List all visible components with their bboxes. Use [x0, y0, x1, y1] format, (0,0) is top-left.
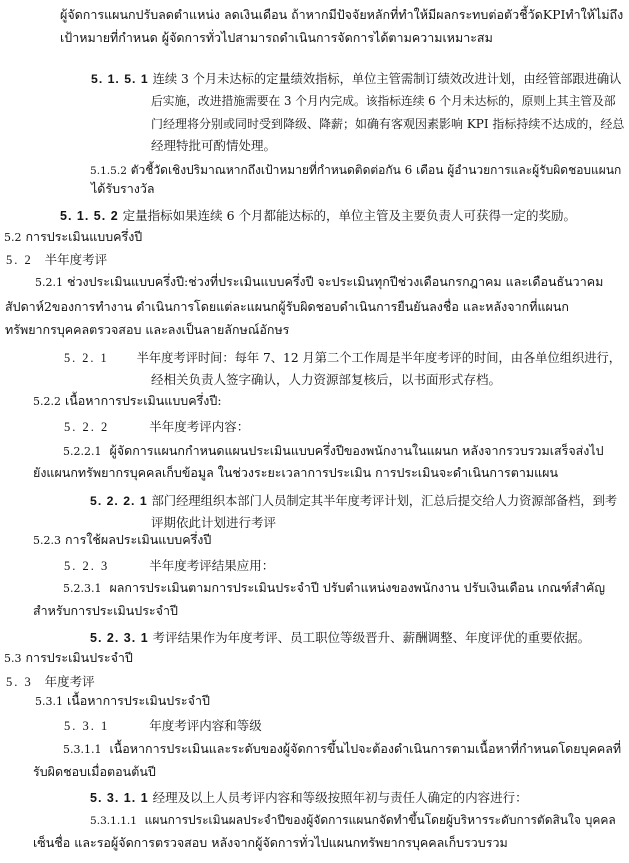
section-5-2-3	[64, 557, 274, 575]
section-5-3-1-1-1-thai	[90, 811, 616, 830]
line-text: ผลการประเมินตามการประเมินประจำปี ปรับตำแหน่งของพนักงาน ปรับเงินเดือน เกณฑ์สำคัญ	[109, 580, 606, 595]
section-5-2-2	[64, 418, 249, 436]
section-number: 5. 1. 5. 1	[91, 72, 149, 86]
section-5-2-3-1	[90, 629, 590, 647]
section-5-3-thai	[4, 649, 133, 668]
section-number: 5. 3. 1. 1	[90, 791, 149, 805]
line-text: ตัวชี้วัดเชิงปริมาณหากถึงเป้าหมายที่กำหนดติดต่อกัน 6 เดือน ผู้อำนวยการและผู้รับผิดชอบแผนก	[130, 163, 622, 177]
section-5-3-1-thai	[35, 692, 210, 711]
line-text: 定量指标如果连续 6 个月都能达标的，单位主管及主要负责人可获得一定的奖励。	[122, 208, 577, 223]
paragraph-line	[151, 92, 616, 110]
section-5-2-2-thai	[33, 392, 222, 411]
line-text: 年度考评内容和等级	[149, 718, 262, 733]
line-text: 半年度考评内容：	[149, 419, 250, 434]
section-number: 5. 2	[6, 253, 33, 267]
line-text: แผนการประเมินผลประจำปีของผู้จัดการแผนกจัดทำขึ้นโดยผู้บริหารระดับการตัดสินใจ บุคคล	[144, 813, 616, 827]
paragraph-line	[33, 834, 508, 852]
paragraph-line	[33, 464, 558, 482]
section-5-1-5-2	[60, 207, 576, 225]
line-text: 年度考评	[44, 674, 95, 689]
paragraph-line	[91, 180, 155, 198]
paragraph-line	[60, 6, 623, 24]
section-number: 5. 2. 3. 1	[90, 631, 149, 645]
section-5-3-1-1	[90, 789, 528, 807]
section-number: 5. 2. 1	[64, 351, 109, 365]
line-text: 部门经理组织本部门人员制定其半年度考评计划，汇总后提交给人力资源部备档，到考	[151, 494, 618, 508]
section-5-3	[6, 673, 95, 691]
section-number: 5.2.3	[33, 534, 61, 547]
line-text: 经相关负责人签字确认，人力资源部复核后，以书面形式存档。	[151, 372, 502, 387]
line-text: สำหรับการประเมินประจำปี	[33, 603, 178, 618]
section-number: 5.2	[4, 231, 22, 244]
section-number: 5.3	[4, 652, 22, 665]
section-number: 5. 1. 5. 2	[60, 209, 119, 223]
section-5-2-2-1-thai	[63, 442, 604, 461]
line-text: เนื้อหาการประเมินและระดับของผู้จัดการขึ้นไปจะต้องดำเนินการตามเนื้อหาที่กำหนดโดยบุคคลที่	[109, 741, 622, 756]
line-text: ทรัพยากรบุคคลตรวจสอบ และลงเป็นลายลักษณ์อักษร	[5, 322, 290, 337]
paragraph-line	[151, 514, 276, 532]
section-number: 5. 2. 3	[64, 559, 110, 573]
section-number: 5. 3. 1	[64, 719, 110, 733]
section-5-1-5-1	[91, 70, 621, 88]
line-text: เนื้อหาการประเมินประจำปี	[66, 693, 210, 708]
line-text: 半年度考评结果应用：	[149, 558, 275, 573]
line-text: ยังแผนกทรัพยากรบุคคลเก็บข้อมูล ในช่วงระยะเวลาการประเมิน การประเมินจะดำเนินการตามแผน	[33, 465, 559, 480]
line-text: การประเมินแบบครึ่งปี	[25, 229, 143, 244]
section-5-2-2-1	[90, 492, 617, 510]
line-text: 评期依此计划进行考评	[151, 515, 277, 530]
line-text: เป้าหมายที่กำหนด ผู้จัดการทั่วไปสามารถดำเนินการจัดการได้ตามความเหมาะสม	[60, 30, 493, 45]
section-5-3-1-1-thai	[63, 740, 621, 759]
line-text: สัปดาห์2ของการทำงาน ดำเนินการโดยแต่ละแผนกผู้รับผิดชอบดำเนินการยืนยันลงชื่อ และหลังจากที่แผนก	[5, 299, 569, 314]
section-number: 5. 3	[6, 675, 33, 689]
section-number: 5.3.1	[35, 695, 63, 708]
section-5-2-3-thai	[33, 531, 211, 550]
paragraph-line	[151, 371, 501, 389]
paragraph-line	[33, 763, 156, 781]
section-5-2-thai	[4, 228, 142, 247]
section-number: 5.2.2	[33, 395, 61, 408]
line-text: 半年度考评	[44, 252, 108, 267]
line-text: 经理特批可酌情处理。	[151, 138, 277, 153]
line-text: ผู้จัดการแผนกปรับลดตำแหน่ง ลดเงินเดือน ถ้าหากมีปัจจัยหลักที่ทำให้มีผลกระทบต่อตัวชี้วัดKPIทำให้ไม่ถึง	[60, 7, 624, 22]
line-text: 后实施，改进措施需要在 3 个月内完成。该指标连续 6 个月未达标的，原则上其主管及部	[151, 94, 616, 108]
line-text: เซ็นชื่อ และรอผู้จัดการตรวจสอบ หลังจากผู้จัดการทั่วไปแผนกทรัพยากรบุคคลเก็บรวบรวม	[33, 835, 508, 850]
line-text: 考评结果作为年度考评、员工职位等级晋升、薪酬调整、年度评优的重要依据。	[152, 630, 591, 645]
line-text: การใช้ผลประเมินแบบครึ่งปี	[64, 532, 212, 547]
section-number: 5.2.3.1	[63, 582, 102, 595]
section-number: 5.3.1.1.1	[90, 815, 137, 827]
paragraph-line	[151, 137, 276, 155]
section-number: 5. 2. 2	[64, 420, 110, 434]
section-number: 5.1.5.2	[90, 165, 127, 177]
section-5-2-1	[64, 349, 621, 367]
line-text: 半年度考评时间：每年 7、12 月第二个工作周是半年度考评的时间，由各单位组织进行，	[136, 351, 622, 365]
section-number: 5.2.2.1	[63, 445, 102, 458]
paragraph-line	[5, 321, 289, 339]
line-text: ช่วงประเมินแบบครึ่งปี:ช่วงที่ประเมินแบบครึ่งปี จะประเมินทุกปีช่วงเดือนกรกฎาคม และเดือนธันวาคม	[66, 274, 604, 289]
section-5-2-3-1-thai	[63, 579, 605, 598]
line-text: 门经理将分别或同时受到降级、降薪；如确有客观因素影响 KPI 指标持续不达成的，经总	[151, 117, 625, 131]
line-text: รับผิดชอบเมื่อตอนต้นปี	[33, 764, 156, 779]
section-5-2-1-thai	[35, 273, 603, 292]
paragraph-line	[60, 29, 493, 47]
section-number: 5.3.1.1	[63, 743, 102, 756]
paragraph-line	[33, 602, 178, 620]
line-text: ผู้จัดการแผนกกำหนดแผนประเมินแบบครึ่งปีของพนักงานในแผนก หลังจากรวบรวมเสร็จส่งไป	[109, 443, 604, 458]
section-5-3-1	[64, 717, 262, 735]
section-number: 5.2.1	[35, 276, 63, 289]
paragraph-line	[5, 298, 569, 316]
section-number: 5. 2. 2. 1	[90, 494, 148, 508]
section-5-1-5-2-thai	[90, 161, 621, 180]
line-text: การประเมินประจำปี	[25, 650, 133, 665]
line-text: ได้รับรางวัล	[91, 181, 155, 196]
section-5-2	[6, 251, 107, 269]
line-text: เนื้อหาการประเมินแบบครึ่งปี:	[64, 393, 222, 408]
line-text: 经理及以上人员考评内容和等级按照年初与责任人确定的内容进行：	[152, 790, 528, 805]
paragraph-line	[151, 115, 624, 133]
line-text: 连续 3 个月未达标的定量绩效指标，单位主管需制订绩效改进计划，由经管部跟进确认	[152, 72, 622, 86]
